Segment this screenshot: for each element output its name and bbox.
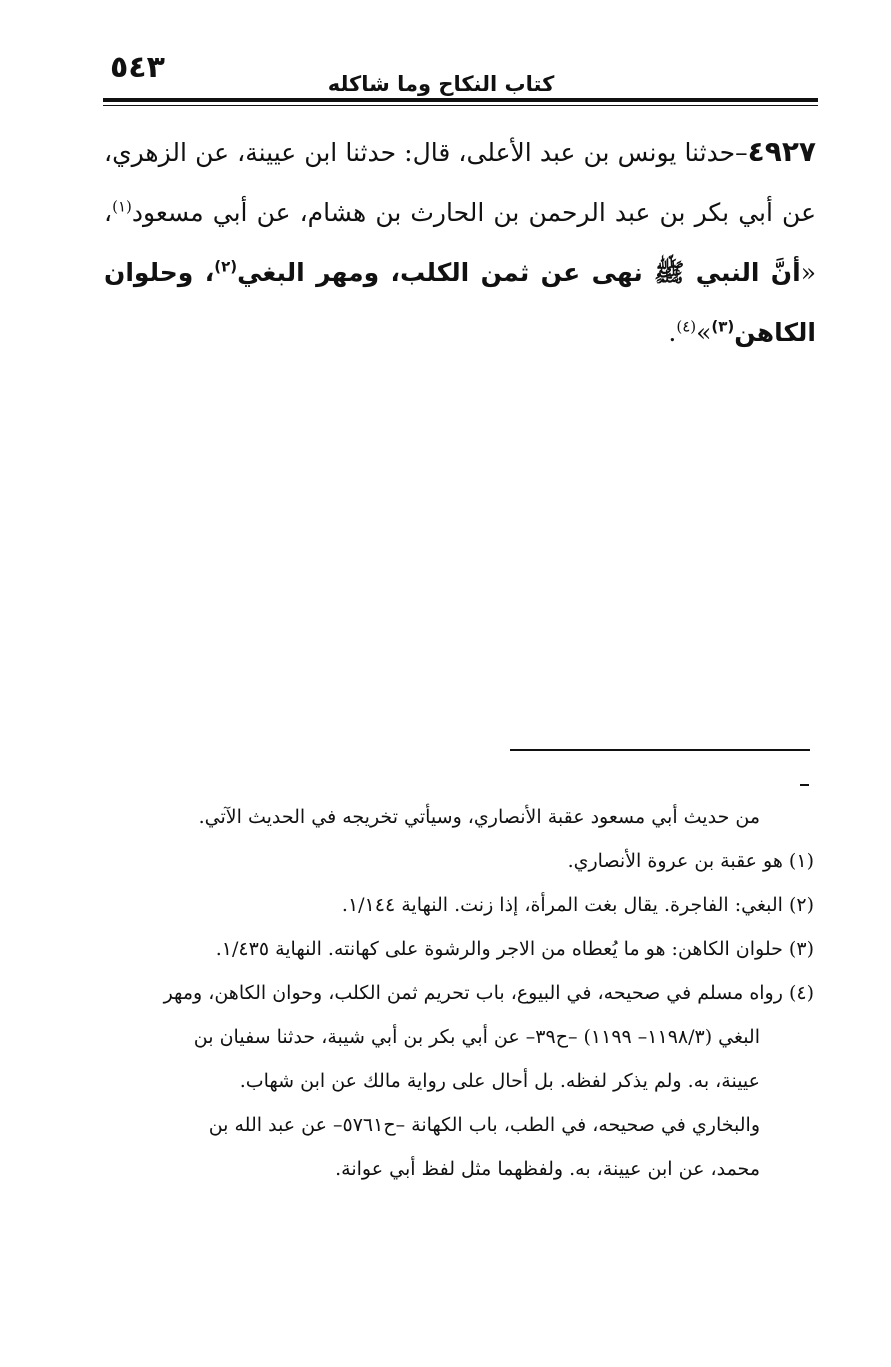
footnote-4-line-1: (٤) رواه مسلم في صحيحه، في البيوع، باب تحريم ثمن الكلب، وحوان الكاهن، ومهر (163, 982, 814, 1004)
footnote-4-line-3: عيينة، به. ولم يذكر لفظه. بل أحال على رواية مالك عن ابن شهاب. (239, 1070, 760, 1092)
quote-open: ، « (104, 198, 816, 287)
footnote-4-line-2: البغي (١١٩٨/٣– ١١٩٩) –ح٣٩– عن أبي بكر بن أبي شيبة، حدثنا سفيان بن (193, 1026, 760, 1048)
footnotes (94, 795, 814, 1191)
running-title: كتاب النكاح وما شاكله (327, 72, 555, 96)
header-rule-thin (103, 105, 818, 106)
footnote-ref-2: (٢) (214, 257, 238, 276)
footnote-2: (٢) البغي: الفاجرة. يقال بغت المرأة، إذا زنت. النهاية ١/١٤٤. (341, 894, 814, 916)
footnote-ref-3: (٣) (711, 317, 735, 336)
hadith-matn-part-2: ، وحلوان الكاهن (104, 258, 816, 347)
hadith-end: . (668, 318, 677, 347)
hadith-number: ٤٩٢٧ (747, 135, 816, 168)
footnote-ref-4: (٤) (676, 317, 697, 336)
footnote-4-line-4: والبخاري في صحيحه، في الطب، باب الكهانة –ح٥٧٦١– عن عبد الله بن (208, 1114, 760, 1136)
footnote-carry-over: من حديث أبي مسعود عقبة الأنصاري، وسيأتي تخريجه في الحديث الآتي. (198, 806, 760, 828)
header-rule-thick (103, 98, 818, 102)
page-number: ٥٤٣ (110, 50, 165, 85)
footnote-separator (510, 749, 810, 751)
quote-close: » (696, 318, 712, 347)
hadith-text (104, 122, 816, 363)
footnote-1: (١) هو عقبة بن عروة الأنصاري. (567, 850, 814, 872)
footnote-ref-1: (١) (112, 197, 132, 216)
hadith-matn-part-1: أنَّ النبي ﷺ نهى عن ثمن الكلب، ومهر البغي (237, 258, 801, 287)
hadith-isnad: –حدثنا يونس بن عبد الأعلى، قال: حدثنا ابن عيينة، عن الزهري، عن أبي بكر بن عبد الرحمن بن الحارث بن هشام، عن أبي مسعود (104, 138, 816, 227)
footnote-3: (٣) حلوان الكاهن: هو ما يُعطاه من الاجر والرشوة على كهانته. النهاية ١/٤٣٥. (215, 938, 814, 960)
footnote-dash (800, 784, 809, 786)
footnote-4-line-5: محمد، عن ابن عيينة، به. ولفظهما مثل لفظ أبي عوانة. (335, 1158, 760, 1180)
